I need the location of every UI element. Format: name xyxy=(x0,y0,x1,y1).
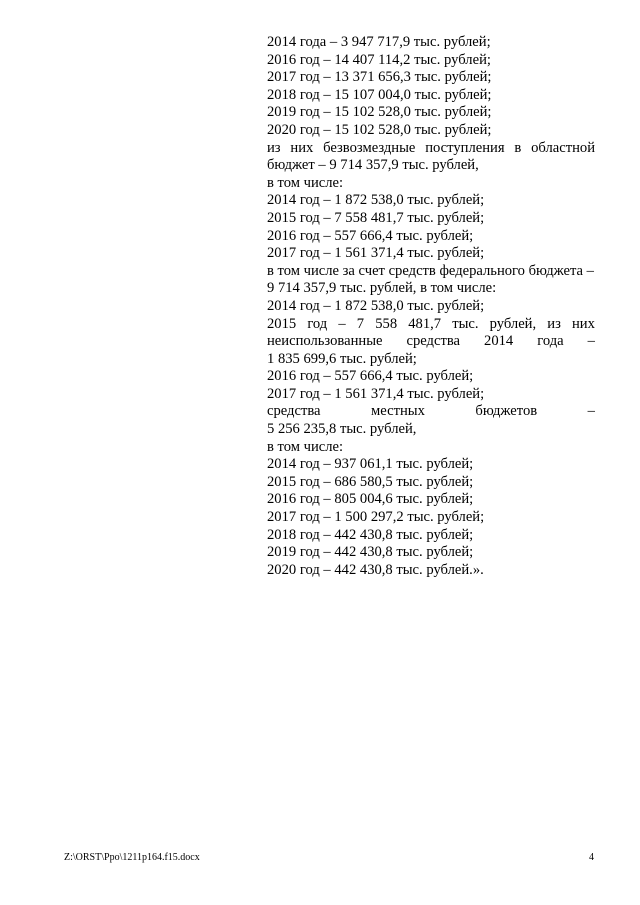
word: безвозмездные xyxy=(323,139,416,156)
word: год xyxy=(307,315,328,332)
text-line: 2019 год – 442 430,8 тыс. рублей; xyxy=(267,544,474,561)
word: в xyxy=(514,139,522,156)
text-line: в том числе: xyxy=(267,174,344,191)
text-line: 5 256 235,8 тыс. рублей, xyxy=(267,421,417,438)
word: 2014 xyxy=(484,333,514,350)
justified-line xyxy=(267,333,595,351)
text-line: 2014 год – 1 872 538,0 тыс. рублей; xyxy=(267,297,485,314)
text-line: 2014 год – 1 872 538,0 тыс. рублей; xyxy=(267,192,485,209)
text-line: 2016 год – 557 666,4 тыс. рублей; xyxy=(267,368,474,385)
text-line: 2020 год – 15 102 528,0 тыс. рублей; xyxy=(267,121,492,138)
text-line: 2015 год – 7 558 481,7 тыс. рублей; xyxy=(267,209,485,226)
word: них xyxy=(290,139,314,156)
word: тыс. xyxy=(452,315,479,332)
text-line: бюджет – 9 714 357,9 тыс. рублей, xyxy=(267,157,479,174)
word: неиспользованные xyxy=(267,333,383,350)
word: поступления xyxy=(425,139,505,156)
word: из xyxy=(267,139,281,156)
text-line: 2016 год – 557 666,4 тыс. рублей; xyxy=(267,227,474,244)
text-line: 2017 год – 1 561 371,4 тыс. рублей; xyxy=(267,245,485,262)
word: 7 xyxy=(356,315,365,332)
word: них xyxy=(571,315,595,332)
word: рублей, xyxy=(489,315,537,332)
text-line: 2017 год – 13 371 656,3 тыс. рублей; xyxy=(267,69,492,86)
body-text xyxy=(267,34,595,579)
word: – xyxy=(587,333,595,350)
word: 2015 xyxy=(267,315,297,332)
word: местных xyxy=(371,403,425,420)
word: – xyxy=(587,403,595,420)
word: из xyxy=(547,315,561,332)
word: средства xyxy=(267,403,321,420)
text-line: 2016 год – 14 407 114,2 тыс. рублей; xyxy=(267,51,491,68)
justified-line xyxy=(267,316,595,334)
page-number: 4 xyxy=(589,852,594,863)
word: областной xyxy=(531,139,595,156)
word: средства xyxy=(406,333,461,350)
text-line: 2015 год – 686 580,5 тыс. рублей; xyxy=(267,473,474,490)
text-line: 1 835 699,6 тыс. рублей; xyxy=(267,350,417,367)
word: 481,7 xyxy=(408,315,442,332)
text-line: 2014 года – 3 947 717,9 тыс. рублей; xyxy=(267,34,491,50)
text-line: 2019 год – 15 102 528,0 тыс. рублей; xyxy=(267,104,492,121)
text-line: 2020 год – 442 430,8 тыс. рублей.». xyxy=(267,561,484,578)
justified-line xyxy=(267,403,595,421)
text-line: 2016 год – 805 004,6 тыс. рублей; xyxy=(267,491,474,508)
text-line: 2017 год – 1 561 371,4 тыс. рублей; xyxy=(267,385,485,402)
footer-file-path: Z:\ORST\Ppo\1211p164.f15.docx xyxy=(64,852,200,863)
text-line: в том числе: xyxy=(267,438,344,455)
text-line: в том числе за счет средств федерального бюджета – xyxy=(267,262,594,279)
text-line: 2014 год – 937 061,1 тыс. рублей; xyxy=(267,456,474,473)
text-line: 9 714 357,9 тыс. рублей, в том числе: xyxy=(267,280,497,297)
word: – xyxy=(338,315,346,332)
text-line: 2017 год – 1 500 297,2 тыс. рублей; xyxy=(267,509,485,526)
text-line: 2018 год – 15 107 004,0 тыс. рублей; xyxy=(267,86,492,103)
word: года xyxy=(537,333,564,350)
justified-line xyxy=(267,140,595,158)
word: 558 xyxy=(375,315,398,332)
word: бюджетов xyxy=(475,403,538,420)
text-line: 2018 год – 442 430,8 тыс. рублей; xyxy=(267,526,474,543)
